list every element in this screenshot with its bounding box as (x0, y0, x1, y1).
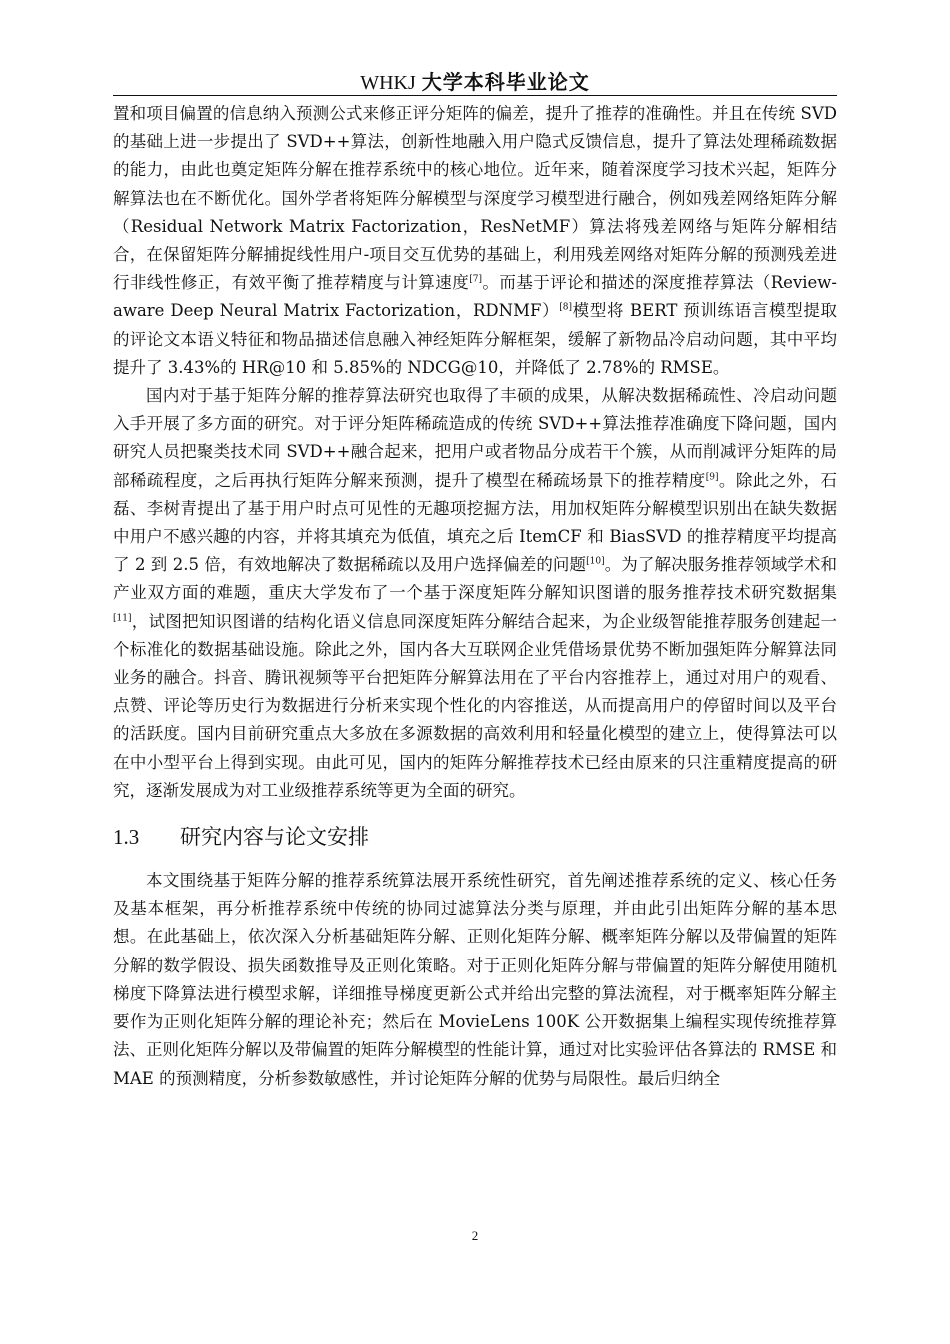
running-header (113, 66, 837, 95)
citation-10: [10] (586, 556, 605, 567)
paragraph-2-text-d: ，试图把知识图谱的结构化语义信息同深度矩阵分解结合起来，为企业级智能推荐服务创建起一个标准化的数据基础设施。除此之外，国内各大互联网企业凭借场景优势不断加强矩阵分解算法同业务的融合。抖音、腾讯视频等平台把矩阵分解算法用在了平台内容推荐上，通过对用户的观看、点赞、评论等历史行为数据进行分析来实现个性化的内容推送，从而提高用户的停留时间以及平台的活跃度。国内目前研究重点大多放在多源数据的高效利用和轻量化模型的建立上，使得算法可以在中小型平台上得到实现。由此可见，国内的矩阵分解推荐技术已经由原来的只注重精度提高的研究，逐渐发展成为对工业级推荐系统等更为全面的研究。 (113, 611, 837, 800)
header-mark: WHKJ (360, 72, 416, 94)
paragraph-2-text-a: 国内对于基于矩阵分解的推荐算法研究也取得了丰硕的成果，从解决数据稀疏性、冷启动问题入手开展了多方面的研究。对于评分矩阵稀疏造成的传统 SVD++算法推荐准确度下降问题，国内研究人员把聚类技术同 SVD++融合起来，把用户或者物品分成若干个簇，从而削减评分矩阵的局部稀疏程度，之后再执行矩阵分解来预测，提升了模型在稀疏场景下的推荐精度 (113, 386, 837, 490)
section-title: 研究内容与论文安排 (180, 825, 369, 850)
paragraph-2-text-b: 。除此之外，石磊、李树青提出了基于用户时点可见性的无趣项挖掘方法，用加权矩阵分解模型识别出在缺失数据中用户不感兴趣的内容，并将其填充为低值，填充之后 ItemCF 和 BiasSVD 的推荐精度平均提高了 2 到 2.5 倍，有效地解决了数据稀疏以及用户选择偏差的问题 (113, 470, 838, 575)
page-number: 2 (471, 1228, 479, 1243)
section-number: 1.3 (113, 825, 140, 850)
section-heading (113, 821, 837, 851)
paragraph-1-text-c: 模型将 BERT 预训练语言模型提取的评论文本语义特征和物品描述信息融入神经矩阵分解框架，缓解了新物品冷启动问题，其中平均提升了 3.43%的 HR@10 和 5.85%的 NDCG@10，并降低了 2.78%的 RMSE。 (113, 301, 837, 377)
paragraph-1-text-a: 置和项目偏置的信息纳入预测公式来修正评分矩阵的偏差，提升了推荐的准确性。并且在传统 SVD 的基础上进一步提出了 SVD++算法，创新性地融入用户隐式反馈信息，提升了算法处理稀疏数据的能力，由此也奠定矩阵分解在推荐系统中的核心地位。近年来，随着深度学习技术兴起，矩阵分解算法也在不断优化。国外学者将矩阵分解模型与深度学习模型进行融合，例如残差网络矩阵分解（Residual Network Matrix Factorization，ResNetMF）算法将残差网络与矩阵分解相结合，在保留矩阵分解捕捉线性用户-项目交互优势的基础上，利用残差网络对矩阵分解的预测残差进行非线性修正，有效平衡了推荐精度与计算速度 (113, 104, 837, 293)
paragraph-3: 本文围绕基于矩阵分解的推荐系统算法展开系统性研究，首先阐述推荐系统的定义、核心任务及基本框架，再分析推荐系统中传统的协同过滤算法分类与原理，并由此引出矩阵分解的基本思想。在此基础上，依次深入分析基础矩阵分解、正则化矩阵分解、概率矩阵分解以及带偏置的矩阵分解的数学假设、损失函数推导及正则化策略。对于正则化矩阵分解与带偏置的矩阵分解使用随机梯度下降算法进行模型求解，详细推导梯度更新公式并给出完整的算法流程，对于概率矩阵分解主要作为正则化矩阵分解的理论补充；然后在 MovieLens 100K 公开数据集上编程实现传统推荐算法、正则化矩阵分解以及带偏置的矩阵分解模型的性能计算，通过对比实验评估各算法的 RMSE 和 MAE 的预测精度，分析参数敏感性，并讨论矩阵分解的优势与局限性。最后归纳全 (113, 871, 837, 1088)
citation-9: [9] (705, 472, 719, 483)
paragraph-1-text-b: 。而基于评论和描述的深度推荐算法（Review-aware Deep Neural Matrix Factorization，RDNMF） (113, 273, 838, 321)
page-body (113, 100, 837, 1093)
citation-8: [8] (559, 302, 572, 313)
paragraph-1 (113, 100, 837, 382)
header-rule (113, 95, 837, 96)
citation-7: [7] (469, 274, 482, 285)
paragraph-2 (113, 382, 837, 805)
header-title: 大学本科毕业论文 (421, 70, 590, 94)
paragraph-2-text-c: 。为了解决服务推荐领域学术和产业双方面的难题，重庆大学发布了一个基于深度矩阵分解知识图谱的服务推荐技术研究数据集 (113, 555, 838, 603)
citation-11: [11] (113, 613, 132, 624)
